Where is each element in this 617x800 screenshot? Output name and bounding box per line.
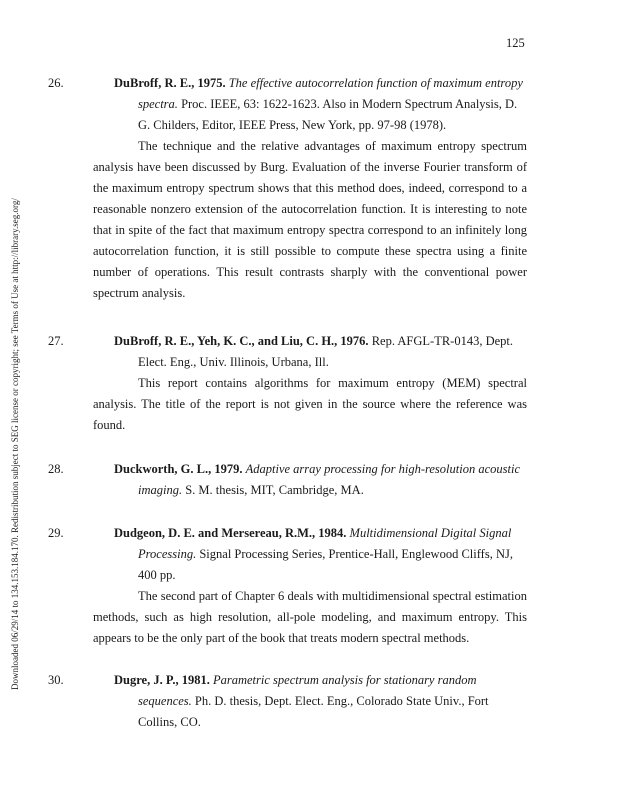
citation: 26. DuBroff, R. E., 1975. The effective autocorrelation function of maximum entropy spectra. Proc. IEEE, 63: 1622-1623. Also in Modern Spectrum Analysis, D. G. Childers, Editor, IEEE Press, New York, pp. 97-98 (1978). [48,76,523,132]
citation-details: Rep. AFGL-TR-0143, Dept. Elect. Eng., Univ. Illinois, Urbana, Ill. [138,334,513,369]
citation-authors: Duckworth, G. L., 1979. [114,462,243,476]
reference-entry-26 [48,73,527,304]
citation-authors: Dudgeon, D. E. and Mersereau, R.M., 1984. [114,526,347,540]
reference-entry-28 [48,459,527,501]
citation-details: Signal Processing Series, Prentice-Hall, Englewood Cliffs, NJ, 400 pp. [138,547,513,582]
citation-authors: DuBroff, R. E., Yeh, K. C., and Liu, C. H., 1976. [114,334,369,348]
citation: 30. Dugre, J. P., 1981. Parametric spectrum analysis for stationary random sequences. Ph. D. thesis, Dept. Elect. Eng., Colorado State Univ., Fort Collins, CO. [48,673,489,729]
citation: 28. Duckworth, G. L., 1979. Adaptive array processing for high-resolution acoustic imaging. S. M. thesis, MIT, Cambridge, MA. [48,462,520,497]
abstract: This report contains algorithms for maximum entropy (MEM) spectral analysis. The title of the report is not given in the source where the reference was found. [93,376,527,432]
citation-title: Multidimensional Digital Signal Processing. [138,526,512,561]
citation-title: Parametric spectrum analysis for stationary random sequences. [138,673,477,708]
abstract: The second part of Chapter 6 deals with multidimensional spectral estimation methods, such as high resolution, all-pole modeling, and maximum entropy. This appears to be the only part of the book that treats modern spectral methods. [93,589,527,645]
citation-details: Ph. D. thesis, Dept. Elect. Eng., Colorado State Univ., Fort Collins, CO. [138,694,489,729]
citation-authors: Dugre, J. P., 1981. [114,673,210,687]
citation-title: Adaptive array processing for high-resolution acoustic imaging. [138,462,520,497]
reference-entry-27 [48,331,527,436]
citation: 27. DuBroff, R. E., Yeh, K. C., and Liu, C. H., 1976. Rep. AFGL-TR-0143, Dept. Elect. Eng., Univ. Illinois, Urbana, Ill. [48,334,513,369]
abstract: The technique and the relative advantages of maximum entropy spectrum analysis have been discussed by Burg. Evaluation of the inverse Fourier transform of the maximum entropy spectrum shows that this method does, indeed, correspond to a reasonable nonzero extension of the autocorrelation function. It is interesting to note that in spite of the fact that maximum entropy spectra correspond to an infinitely long autocorrelation function, it is still possible to compute these spectra using a finite number of operations. This result contrasts sharply with the conventional power spectrum analysis. [93,139,527,300]
page-number: 125 [506,36,525,50]
reference-entry-29 [48,523,527,649]
reference-entry-30 [48,670,527,733]
citation-title: The effective autocorrelation function of maximum entropy spectra. [138,76,523,111]
citation-authors: DuBroff, R. E., 1975. [114,76,226,90]
citation-details: Proc. IEEE, 63: 1622-1623. Also in Modern Spectrum Analysis, D. G. Childers, Editor, IEEE Press, New York, pp. 97-98 (1978). [138,97,518,132]
download-notice: Downloaded 06/29/14 to 134.153.184.170. Redistribution subject to SEG license or copyright; see Terms of Use at http://library.seg.org/ [10,198,20,690]
citation: 29. Dudgeon, D. E. and Mersereau, R.M., 1984. Multidimensional Digital Signal Processing. Signal Processing Series, Prentice-Hall, Englewood Cliffs, NJ, 400 pp. [48,526,513,582]
citation-details: S. M. thesis, MIT, Cambridge, MA. [185,483,364,497]
